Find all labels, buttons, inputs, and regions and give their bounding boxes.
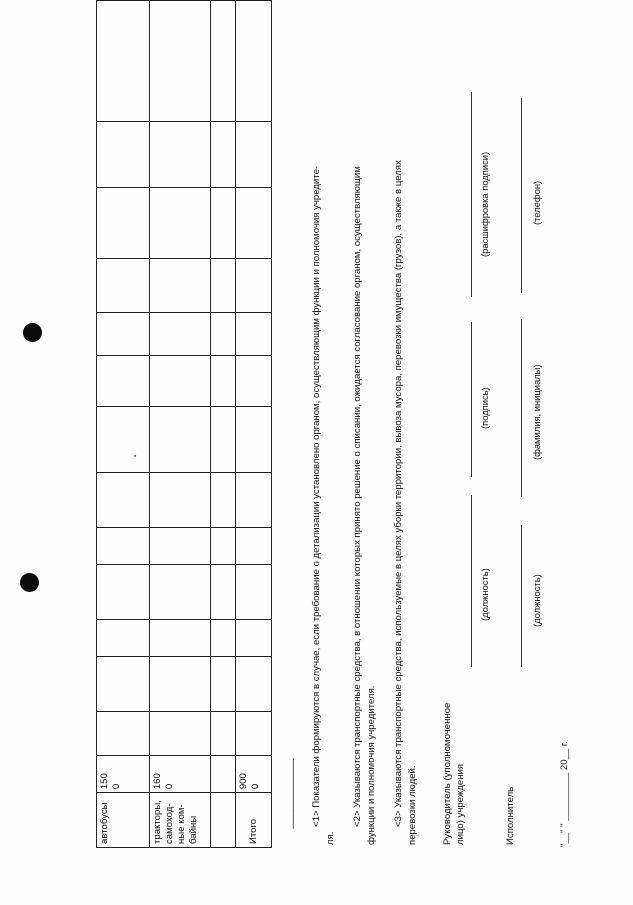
row-value: 160 0 (150, 755, 211, 792)
head-label-line-2: лицо) учреждения (455, 763, 466, 845)
row-label (211, 793, 236, 848)
date-line: "__" " _________ 20__ г. (559, 741, 570, 847)
table-row (150, 1, 211, 848)
footnote-2-line-2: функции и полномочия учредителя. (366, 685, 377, 845)
executor-name-line (521, 319, 522, 497)
executor-label: Исполнитель (505, 786, 516, 845)
caption-executor-phone: (телефон) (531, 180, 542, 225)
row-value: 150 0 (97, 755, 150, 792)
head-decoding-line (471, 92, 472, 297)
footnote-1-line-2: ля. (325, 831, 336, 845)
punch-hole (20, 573, 39, 592)
footnote-3-line-2: перевозки людей. (407, 765, 418, 845)
row-value: 900 0 (236, 755, 272, 792)
caption-executor-name: (фамилия, инициалы) (531, 364, 542, 460)
caption-executor-position: (должность) (531, 574, 542, 627)
vehicle-table (96, 0, 272, 848)
row-label: тракторы, самоход- ные ком- байны (150, 793, 211, 848)
stray-mark: ˛ (125, 453, 137, 457)
table-row (236, 1, 272, 848)
footnote-separator: -------------------------------- (288, 758, 299, 829)
punch-hole (23, 323, 42, 342)
table-row (97, 1, 150, 848)
table-row (211, 1, 236, 848)
head-position-line (471, 495, 472, 667)
footnote-1-line-1: <1> Показатели формируются в случае, если требование о детализации установлено органом, осуществляющим функции и полномочия учредите- (311, 165, 322, 827)
row-label: Итого (236, 793, 272, 848)
executor-phone-line (521, 98, 522, 293)
executor-position-line (521, 525, 522, 667)
head-label-line-1: Руководитель (уполномоченное (442, 702, 453, 845)
row-value (211, 755, 236, 792)
caption-signature: (подпись) (479, 387, 490, 429)
caption-position: (должность) (479, 568, 490, 621)
footnote-2-line-1: <2> Указываются транспортные средства, в отношении которых принято решение о списании, ожидается согласование органом, осуществляющим (352, 166, 363, 827)
row-label: автобусы (97, 793, 150, 848)
caption-signature-decoding: (расшифровка подписи) (479, 151, 490, 257)
footnote-3-line-1: <3> Указываются транспортные средства, используемые в целях уборки территории, вывоза мусора, перевозки имущества (грузов), а также в целях (393, 160, 404, 827)
head-signature-line (471, 322, 472, 477)
